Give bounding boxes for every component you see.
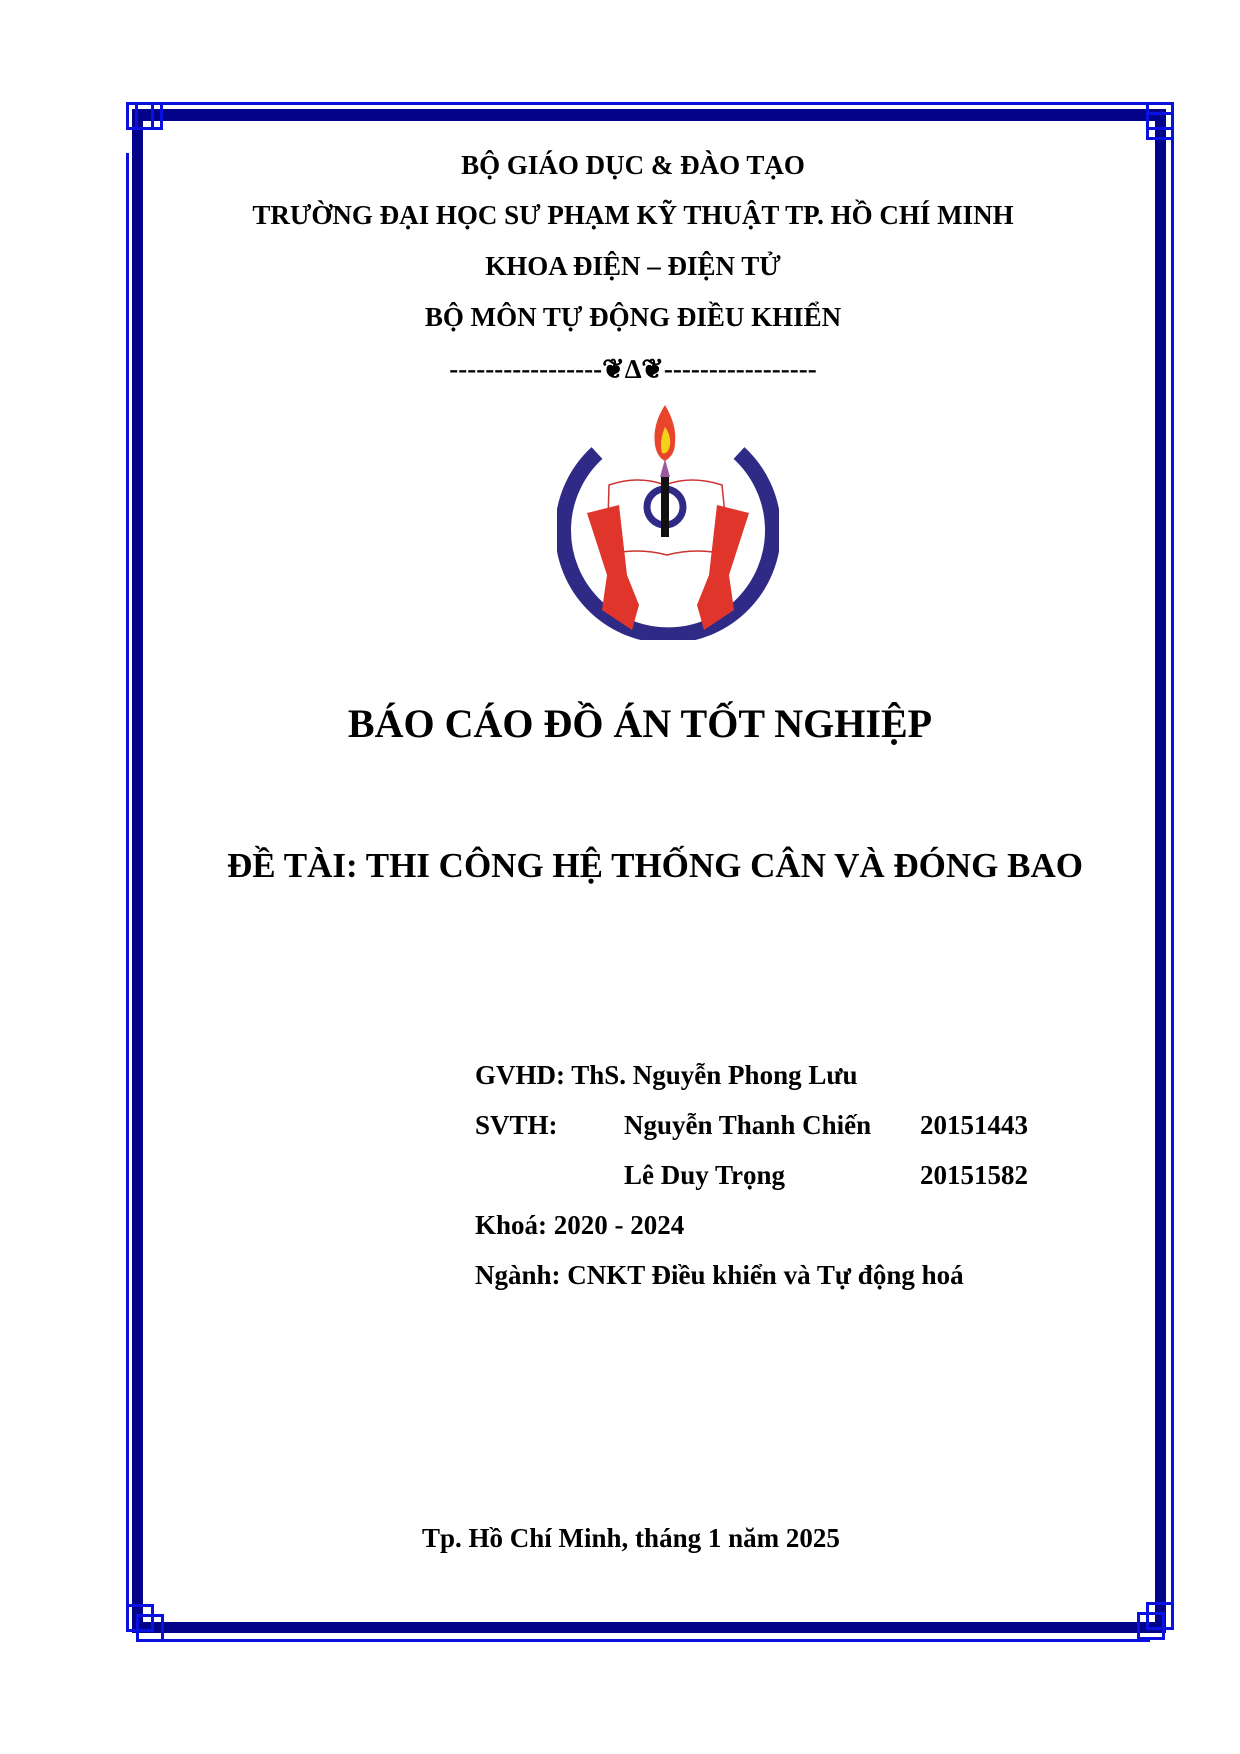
corner-ornament [1146,1602,1174,1630]
university-logo [557,405,779,640]
student-id: 20151582 [920,1160,1028,1190]
report-title: BÁO CÁO ĐỒ ÁN TỐT NGHIỆP [347,701,933,746]
border-bottom-thick [132,1622,1166,1633]
place-date: Tp. Hồ Chí Minh, tháng 1 năm 2025 [422,1523,840,1553]
university-name: TRƯỜNG ĐẠI HỌC SƯ PHẠM KỸ THUẬT TP. HỒ CHÍ MINH [252,200,1014,230]
student-id: 20151443 [920,1110,1028,1140]
topic-title: ĐỀ TÀI: THI CÔNG HỆ THỐNG CÂN VÀ ĐÓNG BAO [226,846,1083,885]
department-name: BỘ MÔN TỰ ĐỘNG ĐIỀU KHIỂN [424,302,842,332]
ministry-name: BỘ GIÁO DỤC & ĐÀO TẠO [461,150,805,180]
ornament-divider: -----------------❦∆❦----------------- [449,354,817,384]
course-years: Khoá: 2020 - 2024 [475,1210,685,1240]
border-bottom-thin [150,1639,1150,1642]
corner-ornament [126,1604,154,1632]
student-name: Lê Duy Trọng [624,1160,786,1190]
advisor: GVHD: ThS. Nguyễn Phong Lưu [475,1060,858,1090]
logo-torch [661,475,669,537]
corner-ornament [135,102,163,130]
major: Ngành: CNKT Điều khiển và Tự động hoá [475,1260,964,1290]
border-top-thin [153,102,1173,105]
border-top-thick [132,109,1166,121]
faculty-name: KHOA ĐIỆN – ĐIỆN TỬ [485,251,781,281]
corner-ornament [1146,112,1174,140]
students-label: SVTH: [475,1110,558,1140]
student-name: Nguyễn Thanh Chiến [624,1110,872,1140]
